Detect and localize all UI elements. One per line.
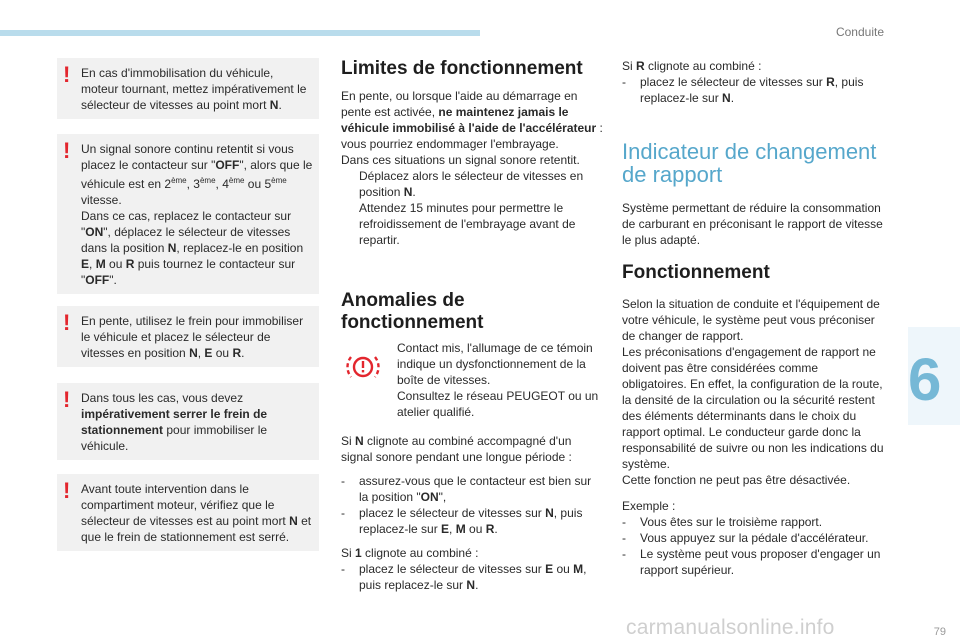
chapter-number: 6 (908, 346, 942, 413)
list-item: - placez le sélecteur de vitesses sur N, puis replacez-le sur E, M ou R. (341, 506, 583, 536)
gearbox-alert-icon (345, 350, 381, 384)
r-blink-section (622, 58, 884, 106)
exclamation-mark-icon: ! (63, 387, 71, 412)
warning-text: Un signal sonore continu retentit si vous placez le contacteur sur "OFF", alors que le véhicule est en 2ème, 3ème, 4ème ou 5ème vitesse. (81, 142, 313, 207)
exclamation-mark-icon: ! (63, 310, 71, 335)
warning-box-4 (57, 383, 319, 460)
anomalies-section (341, 290, 603, 334)
list-item: Attendez 15 minutes pour permettre le refroidissement de l'embrayage avant de repartir. (359, 201, 576, 247)
paragraph: Si R clignote au combiné : (622, 59, 762, 73)
section-heading: Indicateur de changement de rapport (622, 139, 877, 187)
warning-text: Dans ce cas, replacez le contacteur sur "ON", déplacez le sélecteur de vitesses dans la position N, replacez-le en position E, M ou R puis tournez le contacteur sur "OFF". (81, 209, 304, 287)
page-number: 79 (933, 626, 946, 638)
anomalies-icon-text (397, 340, 602, 420)
header-bar (0, 30, 480, 36)
watermark: carmanualsonline.info (626, 616, 835, 639)
warning-text: Avant toute intervention dans le compartiment moteur, vérifiez que le sélecteur de vitesses est au point mort N et que le frein de stationnement est serré. (81, 482, 312, 544)
paragraph: Si 1 clignote au combiné : (341, 546, 479, 560)
paragraph: Si N clignote au combiné accompagné d'un signal sonore pendant une longue période : (341, 434, 572, 464)
warning-text: En pente, utilisez le frein pour immobiliser le véhicule et placez le sélecteur de vitesses en position N, E ou R. (81, 314, 304, 360)
paragraph: Les préconisations d'engagement de rapport ne doivent pas être considérées comme obligatoires. En effet, la configuration de la route, la densité de la circulation ou la sécurité restent des éléments déterminants dans le choix du rapport optimal. Le conducteur garde donc la responsabilité de suivre ou non les indications du système. (622, 345, 884, 471)
list-item: - Le système peut vous proposer d'engager un rapport supérieur. (622, 547, 881, 577)
fonctionnement-section (622, 262, 884, 578)
paragraph: Système permettant de réduire la consommation de carburant en préconisant le rapport de vitesse le plus adapté. (622, 201, 883, 247)
paragraph: Dans ces situations un signal sonore retentit. (341, 153, 580, 167)
section-title: Conduite (835, 25, 884, 39)
list-item: Déplacez alors le sélecteur de vitesses en position N. (359, 169, 584, 199)
paragraph: Cette fonction ne peut pas être désactivée. (622, 473, 851, 487)
warning-box-1 (57, 58, 319, 119)
list-item: - assurez-vous que le contacteur est bien sur la position "ON", (341, 474, 592, 504)
paragraph: Exemple : (622, 499, 676, 513)
warning-box-3 (57, 306, 319, 367)
anomalies-details (341, 433, 603, 593)
section-heading: Anomalies de fonctionnement (341, 290, 484, 333)
paragraph: En pente, ou lorsque l'aide au démarrage en pente est activée, ne maintenez jamais le véhicule immobilisé à l'aide de l'accélérateur : vous pourriez endommager l'embrayage. (341, 89, 603, 151)
exclamation-mark-icon: ! (63, 138, 71, 163)
limites-section (341, 58, 603, 248)
section-heading: Limites de fonctionnement (341, 58, 583, 79)
paragraph: Consultez le réseau PEUGEOT ou un atelier qualifié. (397, 389, 599, 419)
warning-text: Dans tous les cas, vous devez impérativement serrer le frein de stationnement pour immobiliser le véhicule. (81, 391, 268, 453)
list-item: - Vous êtes sur le troisième rapport. (622, 515, 823, 529)
exclamation-mark-icon: ! (63, 62, 71, 87)
paragraph: Contact mis, l'allumage de ce témoin indique un dysfonctionnement de la boîte de vitesses. (397, 341, 593, 387)
list-item: - Vous appuyez sur la pédale d'accélérateur. (622, 531, 869, 545)
warning-box-2 (57, 134, 319, 294)
indicateur-section (622, 140, 887, 248)
list-item: - placez le sélecteur de vitesses sur E ou M, puis replacez-le sur N. (341, 562, 587, 592)
warning-text: En cas d'immobilisation du véhicule, moteur tournant, mettez impérativement le sélecteur de vitesses au point mort N. (81, 66, 307, 112)
section-heading: Fonctionnement (622, 262, 770, 283)
paragraph: Selon la situation de conduite et l'équipement de votre véhicule, le système peut vous préconiser de changer de rapport. (622, 297, 880, 343)
list-item: - placez le sélecteur de vitesses sur R, puis replacez-le sur N. (622, 75, 864, 105)
warning-box-5 (57, 474, 319, 551)
exclamation-mark-icon: ! (63, 478, 71, 503)
